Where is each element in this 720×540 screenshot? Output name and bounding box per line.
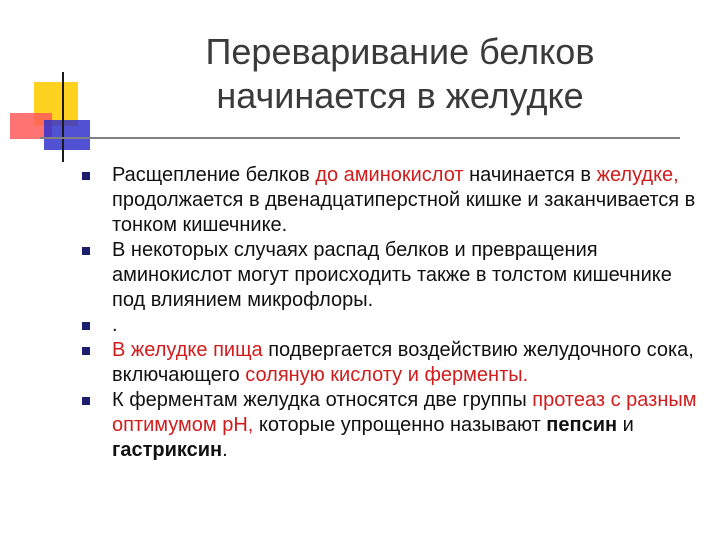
bullet-text-segment: и [617, 414, 634, 436]
bullet-text-segment: желудке, [596, 164, 679, 186]
bullet-text-segment: начинается в [463, 164, 597, 186]
bullet-item [82, 388, 702, 463]
bullet-text [112, 164, 695, 236]
title-line-2: начинается в желудке [216, 75, 584, 116]
bullet-text [112, 314, 118, 336]
bullet-text-segment: продолжается в двенадцатиперстной кишке и заканчивается в тонком кишечнике. [112, 189, 696, 236]
bullet-text-segment: В некоторых случаях распад белков и превращения аминокислот могут происходить также в толстом кишечнике под влиянием микрофлоры. [112, 239, 672, 311]
square-bullet-icon [82, 397, 90, 405]
bullet-item [82, 338, 702, 388]
bullet-list [82, 163, 702, 463]
title-line-1: Переваривание белков [205, 31, 595, 72]
bullet-item [82, 163, 702, 238]
bullet-text-segment: . [222, 439, 228, 461]
bullet-text-segment: гастриксин [112, 439, 223, 461]
bullet-text-segment: подвергается воздействию желудочного сока, включающего [112, 339, 694, 386]
bullet-text-segment: до аминокислот [315, 164, 464, 186]
slide-title [140, 30, 660, 118]
title-divider-line [40, 137, 680, 139]
bullet-item [82, 313, 702, 338]
bullet-text [112, 389, 697, 461]
bullet-item [82, 238, 702, 313]
square-bullet-icon [82, 322, 90, 330]
bullet-text-segment: Расщепление белков [112, 164, 316, 186]
bullet-text-segment: протеаз с разным оптимумом pH, [112, 389, 697, 436]
bullet-text-segment: В желудке пища [112, 339, 263, 361]
bullet-text [112, 339, 694, 386]
square-bullet-icon [82, 172, 90, 180]
bullet-text-segment: К ферментам желудка относятся две группы [112, 389, 533, 411]
square-bullet-icon [82, 247, 90, 255]
bullet-text [112, 239, 672, 311]
bullet-text-segment: . [112, 314, 118, 336]
decorative-blue-rectangle [44, 120, 90, 150]
square-bullet-icon [82, 347, 90, 355]
decorative-vertical-line [62, 72, 64, 162]
bullet-text-segment: соляную кислоту и ферменты. [245, 364, 529, 386]
bullet-text-segment: пепсин [546, 414, 618, 436]
bullet-text-segment: которые упрощенно называют [253, 414, 547, 436]
